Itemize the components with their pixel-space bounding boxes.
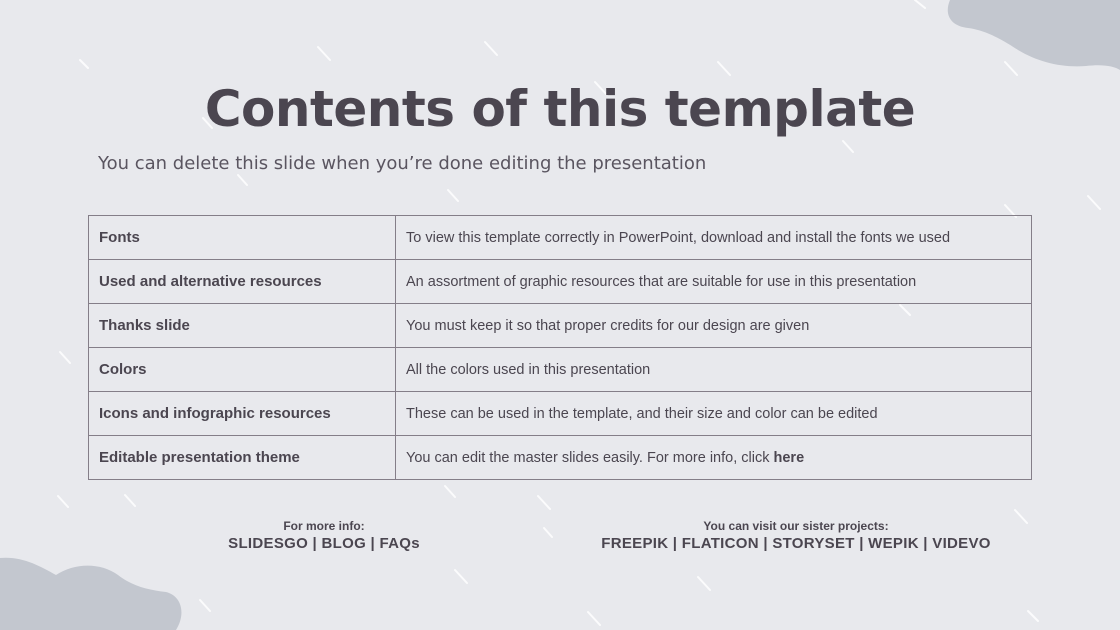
footer-sister-projects: [570, 519, 1022, 552]
row-name: Editable presentation theme: [89, 436, 396, 480]
row-description-text: You can edit the master slides easily. For more info, click: [406, 449, 774, 466]
table-row: [89, 304, 1032, 348]
row-name: Colors: [89, 348, 396, 392]
row-name: Fonts: [89, 216, 396, 260]
footer-more-info: [200, 519, 448, 552]
row-name: Icons and infographic resources: [89, 392, 396, 436]
footer-more-info-links[interactable]: SLIDESGO | BLOG | FAQs: [228, 535, 420, 552]
page-title: Contents of this template: [204, 80, 916, 138]
row-name: Thanks slide: [89, 304, 396, 348]
row-description: To view this template correctly in PowerPoint, download and install the fonts we used: [396, 216, 1032, 260]
row-name: Used and alternative resources: [89, 260, 396, 304]
table-row: [89, 392, 1032, 436]
row-description: An assortment of graphic resources that are suitable for use in this presentation: [396, 260, 1032, 304]
table-row: [89, 216, 1032, 260]
row-description: You must keep it so that proper credits for our design are given: [396, 304, 1032, 348]
table-row: [89, 260, 1032, 304]
row-description: [396, 436, 1032, 480]
table-row: [89, 348, 1032, 392]
cloud-bottom-left: [0, 558, 181, 630]
row-description: These can be used in the template, and their size and color can be edited: [396, 392, 1032, 436]
footer-sister-projects-label: You can visit our sister projects:: [703, 519, 889, 533]
footer-more-info-label: For more info:: [283, 519, 365, 533]
row-description: All the colors used in this presentation: [396, 348, 1032, 392]
footer-sister-projects-links[interactable]: FREEPIK | FLATICON | STORYSET | WEPIK | VIDEVO: [601, 535, 991, 552]
here-link[interactable]: here: [773, 449, 805, 466]
contents-table: [88, 215, 1032, 480]
page-subtitle: You can delete this slide when you’re done editing the presentation: [98, 153, 707, 174]
cloud-top-right: [948, 0, 1120, 70]
table-row: [89, 436, 1032, 480]
